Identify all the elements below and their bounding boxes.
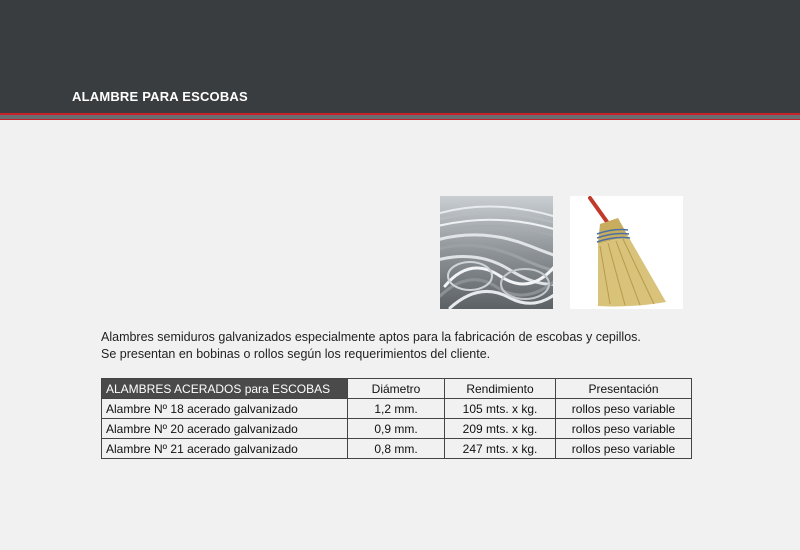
- cell-presentation: rollos peso variable: [556, 439, 692, 459]
- cell-product: Alambre Nº 20 acerado galvanizado: [102, 419, 348, 439]
- cell-diameter: 1,2 mm.: [348, 399, 445, 419]
- page-title: ALAMBRE PARA ESCOBAS: [72, 89, 248, 104]
- cell-product: Alambre Nº 18 acerado galvanizado: [102, 399, 348, 419]
- broom-image: [570, 196, 683, 309]
- product-description: [101, 329, 741, 363]
- table-row: [102, 399, 692, 419]
- broom-icon: [570, 196, 683, 309]
- cell-product: Alambre Nº 21 acerado galvanizado: [102, 439, 348, 459]
- cell-presentation: rollos peso variable: [556, 419, 692, 439]
- column-header-product: ALAMBRES ACERADOS para ESCOBAS: [102, 379, 348, 399]
- description-line-2: Se presentan en bobinas o rollos según los requerimientos del cliente.: [101, 347, 491, 361]
- header-divider-red-thin: [0, 119, 800, 120]
- column-header-presentation: Presentación: [556, 379, 692, 399]
- column-header-diameter: Diámetro: [348, 379, 445, 399]
- cell-yield: 105 mts. x kg.: [445, 399, 556, 419]
- cell-yield: 209 mts. x kg.: [445, 419, 556, 439]
- table-header-row: [102, 379, 692, 399]
- wire-coils-icon: [440, 196, 553, 309]
- cell-diameter: 0,9 mm.: [348, 419, 445, 439]
- table-row: [102, 419, 692, 439]
- description-line-1: Alambres semiduros galvanizados especialmente aptos para la fabricación de escobas y cepillos.: [101, 330, 641, 344]
- column-header-yield: Rendimiento: [445, 379, 556, 399]
- cell-diameter: 0,8 mm.: [348, 439, 445, 459]
- cell-yield: 247 mts. x kg.: [445, 439, 556, 459]
- specifications-table: [101, 378, 692, 459]
- cell-presentation: rollos peso variable: [556, 399, 692, 419]
- wire-coils-image: [440, 196, 553, 309]
- table-row: [102, 439, 692, 459]
